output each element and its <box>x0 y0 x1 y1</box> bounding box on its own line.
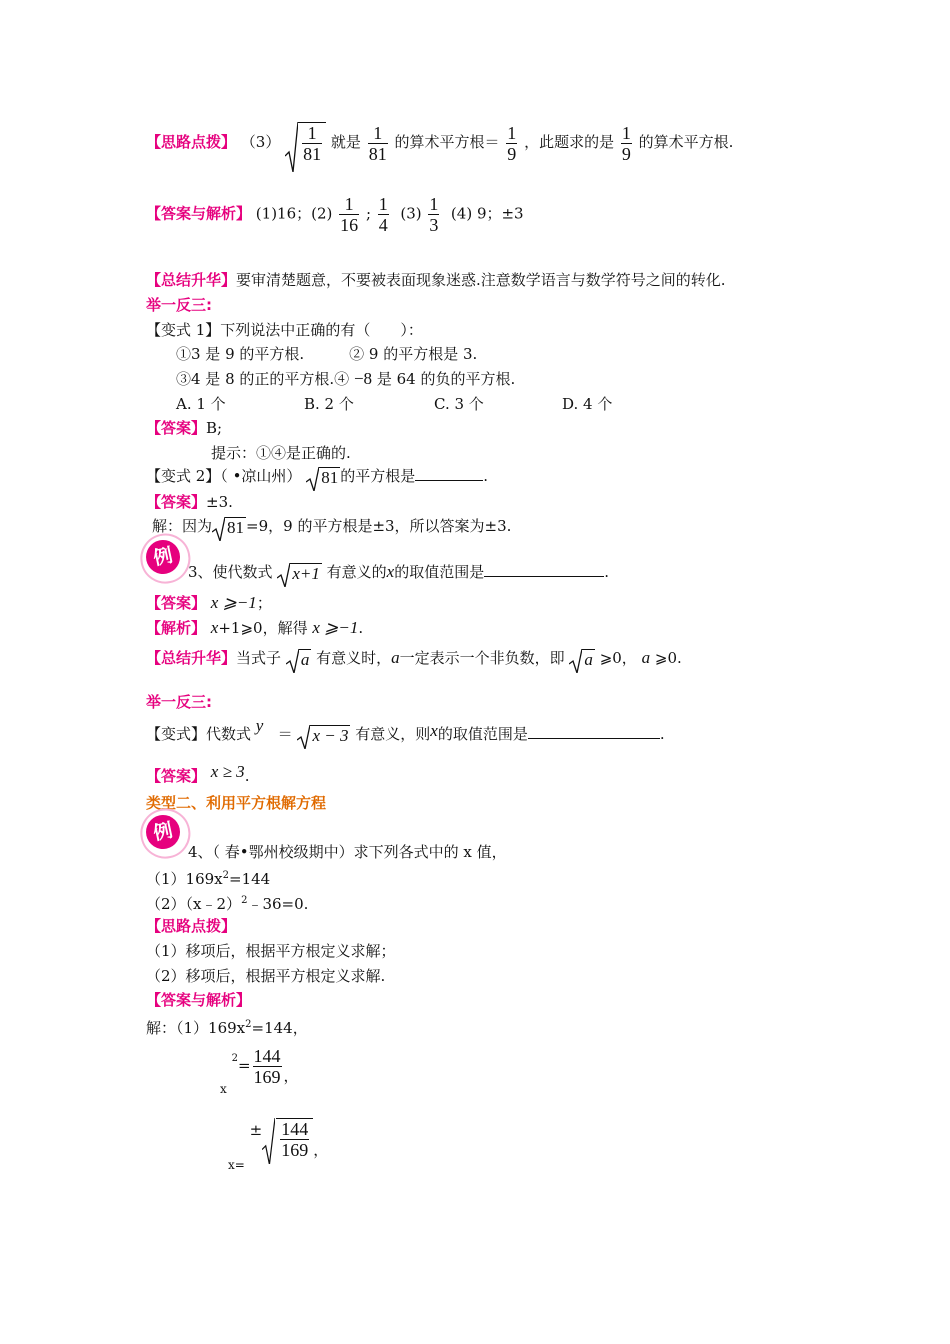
example-3-summary: 【总结升华】当式子 a 有意义时，a一定表示一个非负数，即 a ⩾0， a ⩾0. <box>146 648 682 670</box>
variant-2-question: 【变式 2】（ •凉山州） 81 的平方根是 . <box>146 466 488 488</box>
answer-blank[interactable] <box>484 576 604 577</box>
practice-heading: 举一反三: <box>146 693 212 711</box>
example-3-analysis: 【解析】 x+1⩾0，解得 x ⩾−1. <box>146 618 364 637</box>
example-4-question: 4、（ 春•鄂州校级期中）求下列各式中的 x 值， <box>188 843 507 861</box>
sqrt-fraction: $\frac{1}{81}$ <box>285 122 326 164</box>
practice-heading: 举一反三: <box>146 296 212 314</box>
variant-1-answer: 【答案】B; <box>146 419 223 437</box>
solution-line-1: 解：$(1)169x^2=144$， <box>146 1019 308 1037</box>
fraction: $\frac{1}{4}$ <box>378 194 388 235</box>
sqrt-81: 81 <box>306 467 340 488</box>
example-badge-icon: 例 <box>143 537 183 577</box>
example-3-question: 3、使代数式 x+1 有意义的x的取值范围是 . <box>188 562 609 584</box>
answer-blank[interactable] <box>528 738 660 739</box>
hint-tag: 【思路点拨】 <box>146 917 237 935</box>
hint-tag: 【思路点拨】 <box>146 133 237 151</box>
answer-tag: 【答案与解析】 <box>146 991 252 1009</box>
example-4-eq2: （2）（x﹣2）$^2$﹣36=0. <box>146 895 309 913</box>
answer-blank[interactable] <box>415 480 483 481</box>
hint-line-3: 【思路点拨】 （3） $\frac{1}{81}$ 就是 $\frac{1}{81}$ 的算术平方根＝ $\frac{1}{9}$ ，此题求的是 $\frac{1}{9}$ 的算术平方根. <box>146 122 733 164</box>
variant-1-option-b: ③4 是 8 的正的平方根.④ −8 是 64 的负的平方根. <box>176 369 516 388</box>
solution-line-2: $_x$ $^2$= $\frac{144}{169}$ ， <box>220 1046 299 1096</box>
hint-step-1: （1）移项后，根据平方根定义求解； <box>146 942 396 960</box>
fraction: $\frac{1}{81}$ <box>368 122 387 164</box>
variant-2-answer: 【答案】±3. <box>146 493 233 511</box>
hint-step-2: （2）移项后，根据平方根定义求解. <box>146 967 386 985</box>
variant-3-answer: 【答案】 x ≥ 3. <box>146 762 250 785</box>
fraction: $\frac{1}{16}$ <box>340 194 359 235</box>
summary-line: 【总结升华】要审清楚题意，不要被表面现象迷惑.注意数学语言与数学符号之间的转化. <box>146 271 726 289</box>
fraction: $\frac{1}{9}$ <box>621 122 631 164</box>
answer-tag: 【答案与解析】 <box>146 204 252 223</box>
radical-sign-icon <box>277 563 290 587</box>
fraction: $\frac{1}{9}$ <box>507 122 517 164</box>
radical-sign-icon <box>286 649 299 673</box>
radical-sign-icon <box>297 725 310 749</box>
answer-line: 【答案与解析】 (1)16；(2) $\frac{1}{16}$ ; $\frac{1}{4}$ (3) $\frac{1}{3}$ (4) 9；±3 <box>146 194 524 235</box>
variant-2-solution: 解：因为 81 =9，9 的平方根是±3，所以答案为±3. <box>152 516 511 538</box>
radical-sign-icon <box>262 1118 275 1164</box>
variant-1-option-a: ①3 是 9 的平方根. ② 9 的平方根是 3. <box>176 345 478 363</box>
radical-sign-icon <box>569 649 582 673</box>
solution-line-3: $_{x=}$ ± $\frac{144}{169}$ ， <box>228 1119 329 1172</box>
radical-sign-icon <box>285 122 298 172</box>
fraction: $\frac{1}{3}$ <box>429 194 439 235</box>
section-heading: 类型二、利用平方根解方程 <box>146 794 327 812</box>
example-4-eq1: $(1)169x^2=144$ <box>146 870 271 888</box>
radical-sign-icon <box>306 467 319 491</box>
radical-sign-icon <box>212 517 225 541</box>
example-badge-icon: 例 <box>143 812 183 852</box>
example-3-answer: 【答案】 x ⩾−1； <box>146 593 272 612</box>
variant-1-question: 【变式 1】下列说法中正确的有（ ）： <box>146 321 423 339</box>
variant-1-hint: 提示：①④是正确的. <box>211 444 351 462</box>
variant-3-question: 【变式】代数式 y ＝ x − 3 有意义，则x的取值范围是 . <box>146 724 665 746</box>
